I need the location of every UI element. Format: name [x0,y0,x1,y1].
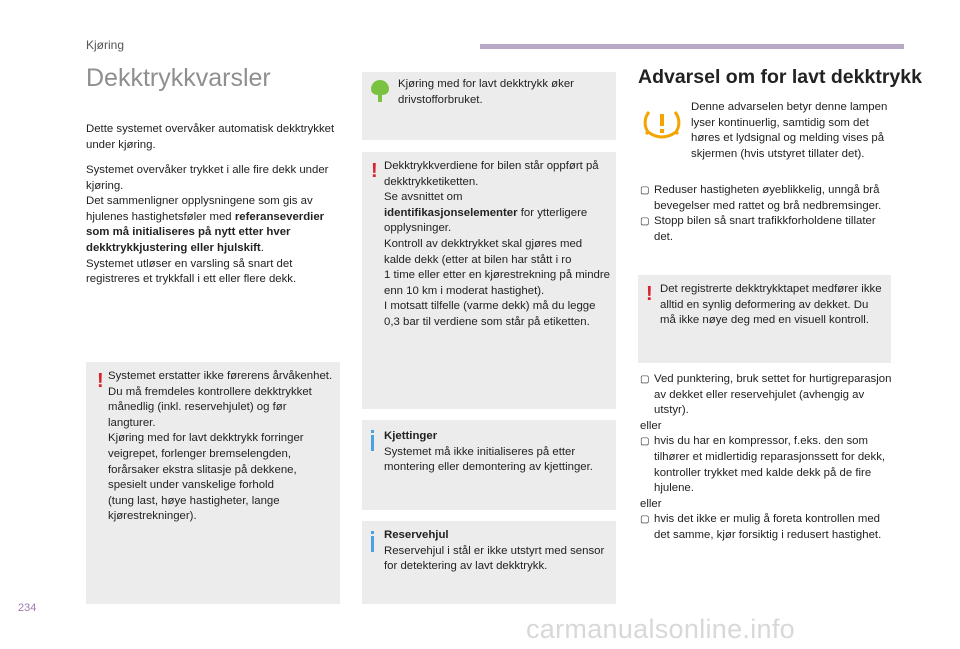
arrow-bullet-icon: ▢ [640,216,650,228]
arrow-bullet-icon: ▢ [640,374,650,385]
eco-leaf-icon [368,78,392,104]
system-text-b: Det sammenligner opplysningene som gis av hjulenes hastighetsføler med [86,195,313,223]
action-list [640,183,892,245]
spare-wheel-title: Reservehjul [384,529,449,541]
list-item: ▢ Reduser hastigheten øyeblikkelig, unngå brå bevegelser med rattet og brå nedbremsinger. [640,184,882,212]
list-item: ▢ Ved punktering, bruk settet for hurtigreparasjon av dekket eller reservehjulet (avhengig av utstyr). [640,373,892,417]
lamp-description: Denne advarselen betyr denne lampen lyser kontinuerlig, samtidig som det høres et lydsignal og melding vises på skjermen (hvis utstyret tillater det). [691,101,888,160]
middle-warning-text-a: Dekktrykkverdiene for bilen står oppført på dekktrykketiketten. Se avsnittet om [384,160,599,204]
chains-title: Kjettinger [384,430,438,442]
middle-warning-bold: identifikasjonselementer [384,206,518,219]
header-bar [480,44,904,49]
left-warning-box [86,362,340,604]
arrow-bullet-icon: ▢ [640,185,650,196]
middle-warning-text-b: for ytterligere opplysninger. Kontroll av dekktrykket skal gjøres med kalde dekk (etter at bilen har stått i ro 1 time eller etter en kjørestrekning på mindre enn 10 km i moderat hastighet). I motsatt tilfelle (varme dekk) må du legge 0,3 bar til verdiene som står på etiketten. [384,206,611,328]
middle-warning-box [362,152,616,409]
section-title: Advarsel om for lavt dekktrykk [638,66,922,88]
info-icon [371,435,374,451]
eco-box [362,72,616,140]
chains-info-box [362,420,616,510]
or-separator: eller [640,419,662,432]
or-separator: eller [640,497,662,510]
list-item: ▢ Stopp bilen så snart trafikkforholdene tillater det. [640,215,876,243]
exclamation-icon: ! [646,283,653,305]
spare-wheel-info [384,528,610,575]
arrow-bullet-icon: ▢ [640,514,650,526]
intro-paragraph: Dette systemet overvåker automatisk dekktrykket under kjøring. [86,123,335,151]
exclamation-icon: ! [97,370,104,392]
system-text-bold: referanseverdier som må initialiseres på nytt etter hver dekktrykkjustering eller hjulskift [86,210,325,254]
spare-wheel-text: Reservehjul i stål er ikke utstyrt med sensor for detektering av lavt dekktrykk. [384,544,605,573]
arrow-bullet-icon: ▢ [640,436,650,448]
list-item: ▢ hvis det ikke er mulig å foreta kontrollen med det samme, kjør forsiktig i redusert hastighet. [640,513,882,541]
spare-wheel-info-box [362,521,616,604]
chains-info [384,429,610,476]
system-paragraph: Systemet overvåker trykket i alle fire dekk under kjøring. Det sammenligner opplysningene som gis av hjulenes hastighetsføler med referanseverdier som må initialiseres på nytt etter hver dekktrykkjustering eller hjulskift. Systemet utløser en varsling så snart det registreres et trykkfall i ett eller flere dekk. [86,164,329,286]
left-warning-text: Systemet erstatter ikke førerens årvåkenhet. Du må fremdeles kontrollere dekktrykket månedlig (inkl. reservehjulet) og før langturer. Kjøring med for lavt dekktrykk forringer veigrepet, forlenger bremselengden, forårsaker ekstra slitasje på dekkene, spesielt under vanskelige forhold (tung last, høye hastigheter, lange kjørestrekninger). [108,370,333,523]
right-warning-box [638,275,891,363]
system-text-a: Systemet overvåker trykket i alle fire dekk under kjøring. [86,164,329,192]
eco-text: Kjøring med for lavt dekktrykk øker drivstofforbruket. [398,78,574,106]
tyre-pressure-warning-icon [640,108,684,144]
system-text-c: Systemet utløser en varsling så snart det registreres et trykkfall i ett eller flere dekk. [86,257,297,286]
info-icon [371,536,374,552]
middle-warning-text [384,159,610,331]
page-number: 234 [18,602,37,614]
exclamation-icon: ! [371,160,378,182]
right-warning-text: Det registrerte dekktrykktapet medfører ikke alltid en synlig deformering av dekket. Du må ikke nøye deg med en visuell kontroll. [660,283,882,327]
page-title: Dekktrykkvarsler [86,64,271,92]
chains-text: Systemet må ikke initialiseres på etter montering eller demontering av kjettinger. [384,445,593,474]
section-label: Kjøring [86,38,125,52]
procedure-list [640,372,894,544]
list-item: ▢ hvis du har en kompressor, f.eks. den som tilhører et midlertidig reparasjonssett for dekk, kontroller trykket med kalde dekk på de fire hjulene. [640,435,886,495]
watermark: carmanualsonline.info [526,614,795,644]
